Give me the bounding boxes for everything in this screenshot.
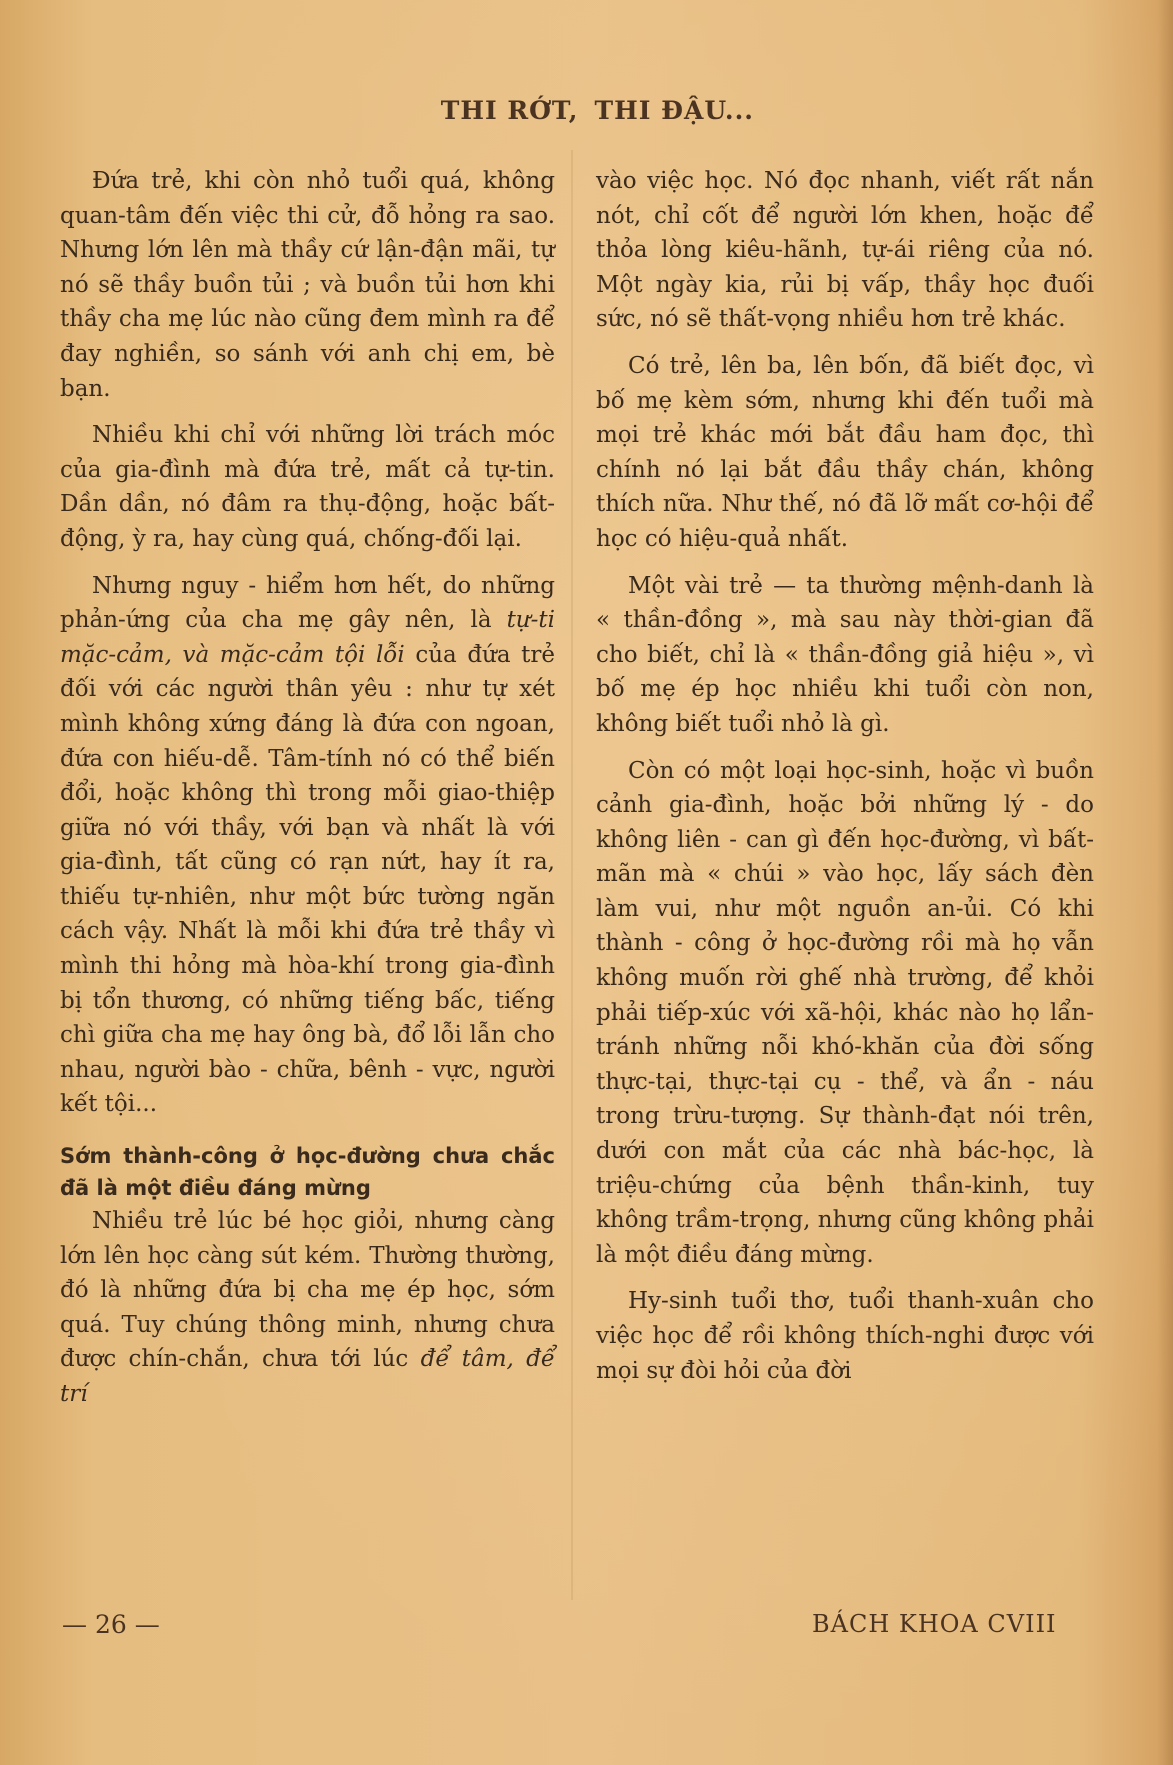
- paragraph: Một vài trẻ — ta thường mệnh-danh là « thần-đồng », mà sau này thời-gian đã cho biết, chỉ là « thần-đồng giả hiệu », vì bố mẹ ép học nhiều khi tuổi còn non, không biết tuổi nhỏ là gì.: [596, 572, 1094, 737]
- paragraph: Nhiều khi chỉ với những lời trách móc của gia-đình mà đứa trẻ, mất cả tự-tin. Dần dần, nó đâm ra thụ-động, hoặc bất-động, ỳ ra, hay cùng quá, chống-đối lại.: [60, 422, 555, 552]
- paragraph: Hy-sinh tuổi thơ, tuổi thanh-xuân cho việc học để rồi không thích-nghi được với mọi sự đòi hỏi của đời: [596, 1288, 1094, 1384]
- paragraph-text: Nhiều trẻ lúc bé học giỏi, nhưng càng lớn lên học càng sút kém. Thường thường, đó là những đứa bị cha mẹ ép học, sớm quá. Tuy chúng thông minh, nhưng chưa được chín-chắn, chưa tới lúc: [60, 1208, 555, 1373]
- right-column: [596, 164, 1094, 1400]
- paragraph-text: của đứa trẻ đối với các người thân yêu : như tự xét mình không xứng đáng là đứa con ngoan, đứa con hiếu-dễ. Tâm-tính nó có thể biến đổi, hoặc không thì trong mỗi giao-thiệp giữa nó với thầy, với bạn và nhất là với gia-đình, tất cũng có rạn nứt, hay ít ra, thiếu tự-nhiên, như một bức tường ngăn cách vậy. Nhất là mỗi khi đứa trẻ thầy vì mình thi hỏng mà hòa-khí trong gia-đình bị tổn thương, có những tiếng bấc, tiếng chì giữa cha mẹ hay ông bà, đổ lỗi lẫn cho nhau, người bào - chữa, bênh - vực, người kết tội...: [60, 641, 556, 1118]
- magazine-name: BÁCH KHOA CVIII: [812, 1610, 1057, 1638]
- left-column: [60, 164, 555, 1424]
- paragraph: [60, 1204, 555, 1412]
- page-edge-shadow: [1157, 0, 1173, 1765]
- emphasized-text: để tâm, để trí: [60, 1346, 555, 1407]
- paragraph: [60, 569, 555, 1123]
- header-left: THI RỚT,: [440, 96, 579, 125]
- section-subheading: Sớm thành-công ở học-đường chưa chắc đã là một điều đáng mừng: [60, 1144, 555, 1201]
- page-number: — 26 —: [62, 1610, 160, 1639]
- header-right: THI ĐẬU...: [594, 96, 754, 125]
- emphasized-text: tự-ti mặc-cảm, và mặc-cảm tội lỗi: [60, 607, 555, 668]
- paragraph-text: Nhưng nguy - hiểm hơn hết, do những phản-ứng của cha mẹ gây nên, là: [60, 572, 555, 634]
- column-gutter: [571, 150, 573, 1600]
- paragraph: Còn có một loại học-sinh, hoặc vì buồn cảnh gia-đình, hoặc bởi những lý - do không liên - can gì đến học-đường, vì bất-mãn mà « chúi » vào học, lấy sách đèn làm vui, như một nguồn an-ủi. Có khi thành - công ở học-đường rồi mà họ vẫn không muốn rời ghế nhà trường, để khỏi phải tiếp-xúc với xã-hội, khác nào họ lẩn-tránh những nỗi khó-khăn của đời sống thực-tại, thực-tại cụ - thể, và ẩn - náu trong trừu-tượng. Sự thành-đạt nói trên, dưới con mắt của các nhà bác-học, là triệu-chứng của bệnh thần-kinh, tuy không trầm-trọng, nhưng cũng không phải là một điều đáng mừng.: [596, 757, 1094, 1268]
- paragraph: Có trẻ, lên ba, lên bốn, đã biết đọc, vì bố mẹ kèm sớm, nhưng khi đến tuổi mà mọi trẻ khác mới bắt đầu ham đọc, thì chính nó lại bắt đầu thầy chán, không thích nữa. Như thế, nó đã lỡ mất cơ-hội để học có hiệu-quả nhất.: [596, 352, 1094, 552]
- paragraph: Đứa trẻ, khi còn nhỏ tuổi quá, không quan-tâm đến việc thi cử, đỗ hỏng ra sao. Nhưng lớn lên mà thầy cứ lận-đận mãi, tự nó sẽ thầy buồn tủi ; và buồn tủi hơn khi thầy cha mẹ lúc nào cũng đem mình ra để đay nghiền, so sánh với anh chị em, bè bạn.: [60, 168, 555, 402]
- paragraph-continued: vào việc học. Nó đọc nhanh, viết rất nắn nót, chỉ cốt để người lớn khen, hoặc để thỏa lòng kiêu-hãnh, tự-ái riêng của nó. Một ngày kia, rủi bị vấp, thầy học đuối sức, nó sẽ thất-vọng nhiều hơn trẻ khác.: [596, 168, 1094, 333]
- running-header: [0, 96, 1173, 125]
